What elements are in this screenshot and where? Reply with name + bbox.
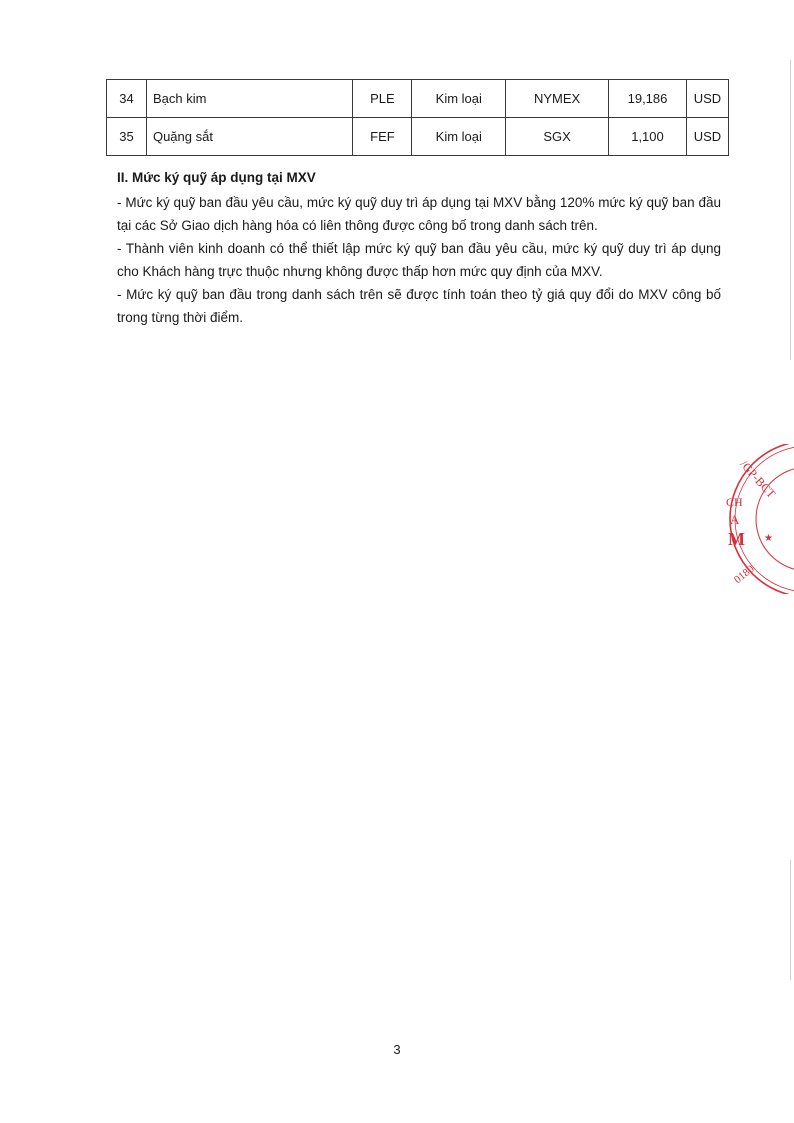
table-row: [107, 118, 729, 156]
commodity-code: PLE: [353, 80, 412, 118]
policy-paragraph: - Mức ký quỹ ban đầu yêu cầu, mức ký quỹ duy trì áp dụng tại MXV bằng 120% mức ký quỹ ban đầu tại các Sở Giao dịch hàng hóa có liên thông được công bố trong danh sách trên.: [117, 195, 721, 233]
row-number: 35: [107, 118, 147, 156]
commodity-name: Bạch kim: [146, 80, 353, 118]
seal-ring-text: /GP-BCT: [737, 457, 779, 501]
scan-edge-line: [790, 60, 791, 360]
seal-line: A: [730, 512, 740, 527]
seal-number-text: 0180: [731, 563, 757, 587]
table-row: [107, 80, 729, 118]
policy-paragraph: - Thành viên kinh doanh có thể thiết lập mức ký quỹ ban đầu yêu cầu, mức ký quỹ duy trì áp dụng cho Khách hàng trực thuộc nhưng không được thấp hơn mức quy định của MXV.: [117, 241, 721, 279]
seal-line: CH: [726, 495, 743, 509]
margin-policy-section: [117, 166, 721, 329]
commodity-name: Quặng sắt: [146, 118, 353, 156]
policy-paragraph: - Mức ký quỹ ban đầu trong danh sách trên sẽ được tính toán theo tỷ giá quy đổi do MXV công bố trong từng thời điểm.: [117, 287, 721, 325]
row-number: 34: [107, 80, 147, 118]
exchange-name: NYMEX: [506, 80, 609, 118]
seal-line: M: [728, 529, 745, 549]
margin-value: 19,186: [609, 80, 687, 118]
commodity-code: FEF: [353, 118, 412, 156]
currency: USD: [686, 80, 728, 118]
commodity-group: Kim loại: [412, 118, 506, 156]
exchange-name: SGX: [506, 118, 609, 156]
company-seal: [716, 444, 794, 594]
page-number: 3: [393, 1042, 401, 1057]
scan-edge-line: [790, 860, 791, 980]
star-icon: ★: [764, 533, 773, 544]
section-heading: II. Mức ký quỹ áp dụng tại MXV: [117, 170, 316, 185]
margin-value: 1,100: [609, 118, 687, 156]
margin-table: [106, 79, 729, 156]
commodity-group: Kim loại: [412, 80, 506, 118]
currency: USD: [686, 118, 728, 156]
